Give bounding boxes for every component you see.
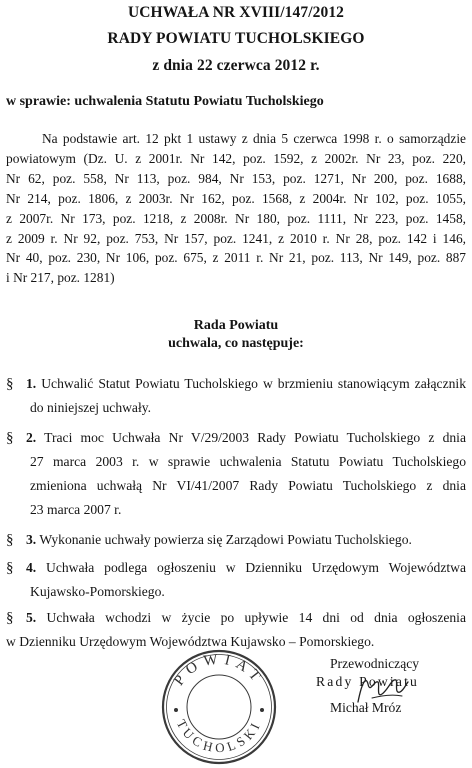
paragraph-5: [6, 606, 466, 654]
legal-basis-line: z 2007r. Nr 173, poz. 1218, z 2008r. Nr 180, poz. 1111, Nr 223, poz. 1458,: [6, 210, 466, 226]
seal-bottom-text: TUCHOLSKI: [173, 716, 265, 756]
paragraph-text: 27 marca 2003 r. w sprawie uchwalenia Statutu Powiatu Tucholskiego: [30, 454, 466, 469]
paragraph-text: do niniejszej uchwały.: [30, 400, 152, 415]
paragraph-number: 3.: [26, 532, 37, 547]
paragraph-text: 23 marca 2007 r.: [30, 502, 122, 517]
paragraph-text: w Dzienniku Urzędowym Województwa Kujawsko – Pomorskiego.: [6, 634, 375, 649]
signatory-title: Przewodniczący: [330, 656, 420, 671]
paragraph-text: Kujawsko-Pomorskiego.: [30, 584, 165, 599]
paragraph-text: Traci moc Uchwała Nr V/29/2003 Rady Powiatu Tucholskiego z dnia: [44, 430, 466, 445]
signatory-name: Michał Mróz: [330, 700, 402, 715]
section-sign: §: [6, 532, 14, 548]
council-name: RADY POWIATU TUCHOLSKIEGO: [107, 30, 365, 47]
paragraph-text: Uchwała podlega ogłoszeniu w Dzienniku Urzędowym Województwa: [46, 560, 466, 575]
seal-top-text: POWIAT: [171, 651, 267, 689]
paragraph-number: 2.: [26, 430, 37, 445]
paragraph-text: Uchwalić Statut Powiatu Tucholskiego w brzmieniu stanowiącym załącznik: [41, 376, 466, 391]
paragraph-4: [6, 556, 466, 604]
svg-text:POWIAT: [171, 651, 267, 689]
paragraph-3: [6, 528, 466, 552]
legal-basis-line: Na podstawie art. 12 pkt 1 ustawy z dnia 5 czerwca 1998 r. o samorządzie: [42, 131, 466, 146]
paragraph-1: [6, 372, 466, 420]
resolution-date: z dnia 22 czerwca 2012 r.: [152, 57, 320, 74]
section-sign: §: [6, 610, 14, 626]
legal-basis-line: Nr 40, poz. 230, Nr 106, poz. 675, z 2011 r. Nr 21, poz. 113, Nr 149, poz. 887: [6, 250, 466, 266]
paragraph-text: Wykonanie uchwały powierza się Zarządowi Powiatu Tucholskiego.: [39, 532, 412, 547]
legal-basis-line: Nr 62, poz. 558, Nr 113, poz. 984, Nr 153, poz. 1271, Nr 200, poz. 1688,: [6, 170, 466, 186]
legal-basis-line: i Nr 217, poz. 1281): [6, 270, 115, 286]
svg-text:TUCHOLSKI: [174, 717, 264, 755]
legal-basis-line: powiatowym (Dz. U. z 2001r. Nr 142, poz. 1592, z 2002r. Nr 23, poz. 220,: [6, 150, 466, 166]
council-heading: Rada Powiatu: [193, 318, 279, 333]
paragraph-number: 1.: [26, 376, 37, 391]
signatory-body: Rady Powiatu: [316, 674, 420, 689]
section-sign: §: [6, 376, 14, 392]
resolves-heading: uchwala, co następuje:: [168, 336, 304, 351]
resolution-subject: w sprawie: uchwalenia Statutu Powiatu Tucholskiego: [6, 94, 324, 109]
section-sign: §: [6, 430, 14, 446]
paragraph-text: zmieniona uchwałą Nr VI/41/2007 Rady Powiatu Tucholskiego z dnia: [30, 478, 466, 493]
paragraph-2: [6, 426, 466, 522]
round-seal-stamp: [160, 648, 278, 766]
resolution-number: UCHWAŁA NR XVIII/147/2012: [127, 4, 345, 21]
paragraph-number: 5.: [26, 610, 37, 625]
legal-basis-line: z 2009 r. Nr 92, poz. 753, Nr 157, poz. 1241, z 2010 r. Nr 28, poz. 142 i 146,: [6, 230, 466, 246]
legal-basis-line: Nr 214, poz. 1806, z 2003r. Nr 162, poz. 1568, z 2004r. Nr 102, poz. 1055,: [6, 190, 466, 206]
section-sign: §: [6, 560, 14, 576]
handwritten-signature: [352, 672, 412, 708]
paragraph-number: 4.: [26, 560, 37, 575]
legal-basis: [6, 129, 466, 288]
paragraph-text: Uchwała wchodzi w życie po upływie 14 dni od dnia ogłoszenia: [46, 610, 466, 625]
